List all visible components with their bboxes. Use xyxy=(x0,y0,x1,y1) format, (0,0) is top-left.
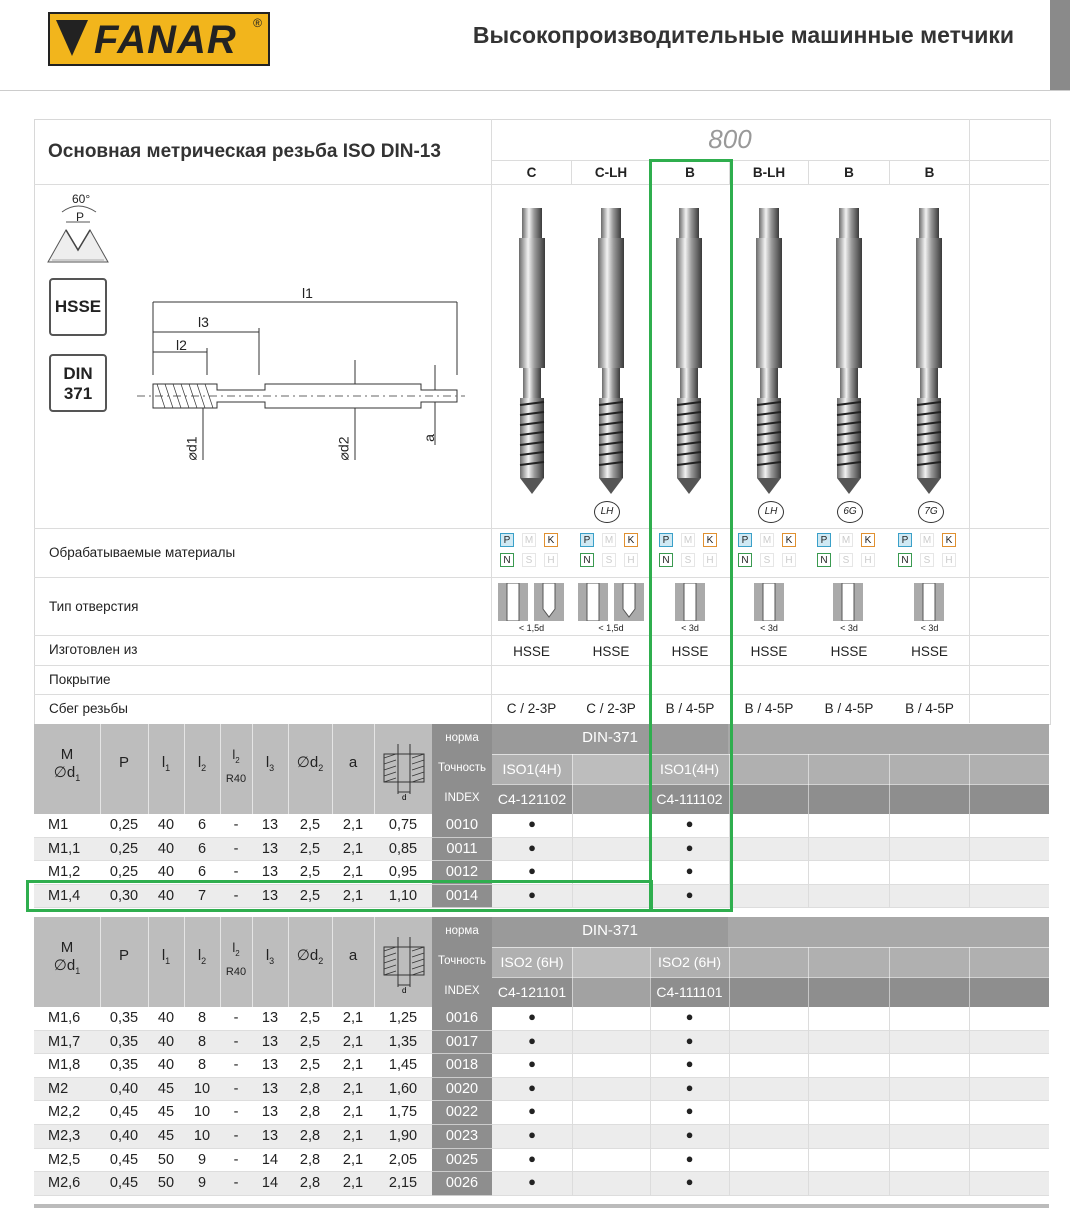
cell-p: 0,35 xyxy=(109,1057,139,1074)
cell-l1: 45 xyxy=(157,1104,175,1121)
col-type-3: B xyxy=(685,165,695,180)
table2-label-precision: Точность xyxy=(437,955,487,967)
material-p-icon: P xyxy=(817,533,831,547)
availability-dot: ● xyxy=(685,816,694,831)
cell-l2r: - xyxy=(233,864,239,881)
cell-l3: 13 xyxy=(261,1104,279,1121)
cell-m: M2 xyxy=(48,1080,69,1097)
table2-norm-value: DIN-371 xyxy=(582,922,638,939)
cell-a: 2,1 xyxy=(342,1104,364,1121)
table1-header-2: $l_1$ xyxy=(161,754,171,774)
table1-label-index: INDEX xyxy=(444,792,480,804)
cell-code: 0020 xyxy=(445,1080,479,1097)
cell-d2: 2,8 xyxy=(299,1151,321,1168)
table1-header-6: $\emptyset d_2$ xyxy=(296,754,324,774)
made-of-value: HSSE xyxy=(513,644,550,659)
cell-p: 0,35 xyxy=(109,1010,139,1026)
dim-d2: ⌀d2 xyxy=(335,436,352,461)
cell-a: 2,1 xyxy=(342,1151,364,1168)
cell-code: 0014 xyxy=(445,887,479,904)
material-s-icon: S xyxy=(602,553,616,567)
table1-header-0: M $\emptyset d_1$ xyxy=(53,746,81,784)
table1-thread-hole-icon xyxy=(380,734,428,804)
made-of-value: HSSE xyxy=(592,644,630,659)
cell-d: 1,75 xyxy=(388,1104,418,1121)
cell-l3: 13 xyxy=(261,1057,279,1074)
cell-l1: 40 xyxy=(157,840,175,857)
table1-precision-b: ISO1(4H) xyxy=(659,761,720,777)
availability-dot: ● xyxy=(685,1174,694,1190)
cell-l1: 40 xyxy=(157,887,175,904)
cell-d2: 2,8 xyxy=(299,1080,321,1097)
material-m-icon: M xyxy=(839,533,853,547)
cell-l2: 9 xyxy=(197,1175,207,1192)
cell-m: M1,4 xyxy=(48,887,81,904)
dim-l3: l3 xyxy=(198,314,209,330)
material-p-icon: P xyxy=(738,533,752,547)
cell-d2: 2,5 xyxy=(299,840,321,857)
table1-label-precision: Точность xyxy=(437,762,487,774)
cell-l2r: - xyxy=(233,1128,239,1144)
table2-index-c: C4-121101 xyxy=(497,984,567,1000)
pitch-label: P xyxy=(76,210,85,224)
cell-a: 2,1 xyxy=(342,1175,364,1192)
cell-l2r: - xyxy=(233,1057,239,1074)
material-n-icon: N xyxy=(500,553,514,567)
availability-dot: ● xyxy=(528,1127,536,1142)
rotation-left-icon-2: LH xyxy=(758,501,784,523)
availability-dot: ● xyxy=(685,863,694,879)
availability-dot: ● xyxy=(528,1103,536,1119)
cell-p: 0,25 xyxy=(109,840,139,857)
material-k-icon: K xyxy=(703,533,717,547)
col-type-6: B xyxy=(924,165,935,180)
availability-dot: ● xyxy=(528,1009,536,1024)
table1-header-3: $l_2$ xyxy=(197,754,207,774)
table1-index-c: C4-121102 xyxy=(497,791,567,807)
material-s-icon: S xyxy=(681,553,695,567)
made-of-value: HSSE xyxy=(830,644,868,659)
tolerance-6g-icon: 6G xyxy=(837,501,863,523)
cell-a: 2,1 xyxy=(342,1080,364,1097)
material-h-icon: H xyxy=(861,553,875,567)
row-label-made-of: Изготовлен из xyxy=(49,642,138,657)
material-m-icon: M xyxy=(522,533,536,547)
cell-l2: 10 xyxy=(193,1080,211,1097)
cell-l3: 13 xyxy=(261,840,279,857)
availability-dot: ● xyxy=(528,1174,536,1190)
row-label-materials: Обрабатываемые материалы xyxy=(49,545,236,560)
cell-m: M2,3 xyxy=(48,1128,81,1144)
cell-code: 0016 xyxy=(445,1010,479,1026)
table2-precision-b: ISO2 (6H) xyxy=(657,954,721,970)
cell-m: M1,6 xyxy=(48,1010,81,1026)
cell-code: 0025 xyxy=(445,1151,479,1168)
availability-dot: ● xyxy=(685,1032,694,1048)
availability-dot: ● xyxy=(528,1056,536,1072)
material-p-icon: P xyxy=(580,533,594,547)
availability-dot: ● xyxy=(685,839,694,855)
runout-value: B / 4-5P xyxy=(665,701,715,716)
cell-l2: 6 xyxy=(197,840,207,857)
material-h-icon: H xyxy=(624,553,638,567)
cell-l3: 14 xyxy=(261,1151,279,1168)
col-type-2: C-LH xyxy=(594,165,628,180)
series-number: 800 xyxy=(708,124,752,154)
cell-m: M1,2 xyxy=(48,864,81,881)
table1-header-7: a xyxy=(348,754,358,771)
row-label-runout: Сбег резьбы xyxy=(49,701,128,716)
dim-a: a xyxy=(420,434,437,442)
cell-d2: 2,8 xyxy=(299,1128,321,1144)
material-s-icon: S xyxy=(920,553,934,567)
through-hole-icon xyxy=(754,583,784,621)
material-m-icon: M xyxy=(681,533,695,547)
cell-d: 2,05 xyxy=(388,1151,418,1168)
cell-code: 0023 xyxy=(445,1128,479,1144)
cell-d2: 2,5 xyxy=(299,887,321,904)
cell-l3: 13 xyxy=(261,864,279,881)
col-type-5: B xyxy=(844,165,854,180)
material-m-icon: M xyxy=(602,533,616,547)
availability-dot: ● xyxy=(685,1127,694,1142)
table1-label-norma: норма xyxy=(445,732,479,744)
cell-l3: 13 xyxy=(261,1010,279,1026)
availability-dot: ● xyxy=(528,1032,536,1048)
cell-m: M2,2 xyxy=(48,1104,81,1121)
cell-p: 0,25 xyxy=(109,817,139,833)
logo-registered-mark: ® xyxy=(253,16,262,30)
highlight-column-b xyxy=(649,159,733,912)
cell-l3: 13 xyxy=(261,1128,279,1144)
cell-d2: 2,5 xyxy=(299,817,321,833)
material-k-icon: K xyxy=(782,533,796,547)
material-s-icon: S xyxy=(522,553,536,567)
availability-dot: ● xyxy=(528,816,536,831)
availability-dot: ● xyxy=(685,1150,694,1166)
cell-m: M1 xyxy=(48,817,69,833)
cell-p: 0,30 xyxy=(109,887,139,904)
cell-l1: 40 xyxy=(157,864,175,881)
tolerance-7g-icon: 7G xyxy=(918,501,944,523)
table1-header-4: $l_2$ R40 xyxy=(225,747,247,786)
cell-a: 2,1 xyxy=(342,1010,364,1026)
material-n-icon: N xyxy=(580,553,594,567)
cell-a: 2,1 xyxy=(342,840,364,857)
table2-index-b: C4-111101 xyxy=(656,984,723,1000)
cell-m: M1,8 xyxy=(48,1057,81,1074)
table2-header-3: $l_2$ xyxy=(197,947,207,967)
hsse-badge: HSSE xyxy=(49,278,107,336)
cell-code: 0022 xyxy=(445,1104,479,1121)
hole-depth-label: < 3d xyxy=(920,623,939,633)
cell-l2: 10 xyxy=(193,1104,211,1121)
logo-brand-text: FANAR xyxy=(94,18,237,62)
material-n-icon: N xyxy=(817,553,831,567)
cell-d2: 2,5 xyxy=(299,1033,321,1050)
runout-value: C / 2-3P xyxy=(586,701,636,716)
cell-p: 0,45 xyxy=(109,1151,139,1168)
material-k-icon: K xyxy=(544,533,558,547)
cell-l1: 40 xyxy=(157,1010,175,1026)
cell-l2: 6 xyxy=(197,817,207,833)
material-s-icon: S xyxy=(839,553,853,567)
cell-l3: 13 xyxy=(261,1080,279,1097)
material-p-icon: P xyxy=(898,533,912,547)
cell-l2: 7 xyxy=(197,887,207,904)
availability-dot: ● xyxy=(528,839,536,855)
cell-l2: 10 xyxy=(193,1128,211,1144)
cell-a: 2,1 xyxy=(342,1057,364,1074)
material-k-icon: K xyxy=(624,533,638,547)
cell-code: 0011 xyxy=(446,840,478,857)
material-k-icon: K xyxy=(942,533,956,547)
cell-d: 1,10 xyxy=(388,887,418,904)
runout-value: B / 4-5P xyxy=(744,701,794,716)
cell-code: 0018 xyxy=(445,1057,479,1074)
table2-header-1: P xyxy=(118,947,129,964)
table2-header-4: $l_2$ R40 xyxy=(225,940,247,979)
cell-a: 2,1 xyxy=(342,864,364,881)
cell-d: 0,75 xyxy=(388,817,418,833)
cell-d: 1,35 xyxy=(388,1033,418,1050)
cell-a: 2,1 xyxy=(342,1033,364,1050)
highlight-row-m1-4 xyxy=(26,880,653,912)
made-of-value: HSSE xyxy=(671,644,709,659)
made-of-value: HSSE xyxy=(750,644,788,659)
cell-p: 0,45 xyxy=(109,1175,139,1192)
cell-l2: 9 xyxy=(197,1151,207,1168)
cell-d2: 2,5 xyxy=(299,864,321,881)
cell-l1: 45 xyxy=(157,1080,175,1097)
cell-l2r: - xyxy=(233,1080,239,1097)
table1-header-1: P xyxy=(118,754,129,771)
table2-label-index: INDEX xyxy=(444,985,480,997)
logo-v-mark xyxy=(56,20,88,56)
cell-l2r: - xyxy=(233,1104,239,1121)
availability-dot: ● xyxy=(685,1009,694,1024)
page-edge-bar xyxy=(1050,0,1070,90)
runout-value: B / 4-5P xyxy=(905,701,954,716)
cell-l1: 50 xyxy=(157,1151,175,1168)
material-n-icon: N xyxy=(738,553,752,567)
cell-l2r: - xyxy=(233,887,239,904)
runout-value: B / 4-5P xyxy=(824,701,874,716)
cell-a: 2,1 xyxy=(342,887,364,904)
col-type-4: B-LH xyxy=(752,165,786,180)
cell-l2r: - xyxy=(233,1175,239,1192)
hole-depth-label: < 3d xyxy=(840,623,858,633)
cell-code: 0010 xyxy=(445,817,479,833)
availability-dot: ● xyxy=(685,1079,694,1095)
cell-m: M1,7 xyxy=(48,1033,81,1050)
table1-header-5: $l_3$ xyxy=(265,754,275,774)
cell-d2: 2,8 xyxy=(299,1104,321,1121)
material-h-icon: H xyxy=(544,553,558,567)
row-label-coating: Покрытие xyxy=(49,672,111,687)
table1-index-b: C4-111102 xyxy=(656,791,723,807)
table2-header-2: $l_1$ xyxy=(161,947,171,967)
material-h-icon: H xyxy=(942,553,956,567)
through-hole-icon xyxy=(578,583,608,621)
cell-d: 2,15 xyxy=(388,1175,418,1192)
material-m-icon: M xyxy=(920,533,934,547)
cell-d: 1,45 xyxy=(388,1057,418,1074)
made-of-value: HSSE xyxy=(911,644,948,659)
material-n-icon: N xyxy=(659,553,673,567)
table2-thread-hole-icon xyxy=(380,927,428,997)
hole-depth-label: < 3d xyxy=(760,623,778,633)
runout-value: C / 2-3P xyxy=(506,701,557,716)
cell-p: 0,45 xyxy=(109,1104,139,1121)
cell-d: 1,60 xyxy=(388,1080,418,1097)
table2-header-7: a xyxy=(348,947,358,964)
cell-l2: 6 xyxy=(197,864,207,881)
cell-l3: 14 xyxy=(261,1175,279,1192)
cell-l2: 8 xyxy=(197,1010,207,1026)
table2-header-5: $l_3$ xyxy=(265,947,275,967)
cell-code: 0012 xyxy=(445,864,479,881)
cell-l3: 13 xyxy=(261,817,279,833)
dim-d1: ⌀d1 xyxy=(183,436,200,461)
cell-d: 0,95 xyxy=(388,864,418,881)
page-title: Высокопроизводительные машинные метчики xyxy=(472,22,1014,48)
availability-dot: ● xyxy=(528,1079,536,1095)
hole-depth-label: < 1,5d xyxy=(518,623,545,633)
cell-l2r: - xyxy=(233,1010,239,1026)
dim-l1: l1 xyxy=(302,285,313,301)
material-m-icon: M xyxy=(760,533,774,547)
material-n-icon: N xyxy=(898,553,912,567)
cell-p: 0,25 xyxy=(109,864,139,881)
cell-m: M2,6 xyxy=(48,1175,81,1192)
row-label-hole-type: Тип отверстия xyxy=(49,599,139,614)
availability-dot: ● xyxy=(685,1056,694,1072)
cell-l2r: - xyxy=(233,817,239,833)
availability-dot: ● xyxy=(685,886,694,902)
dim-l2: l2 xyxy=(176,337,187,353)
cell-l1: 45 xyxy=(157,1128,175,1144)
cell-l1: 40 xyxy=(157,817,175,833)
cell-m: M1,1 xyxy=(48,840,81,857)
cell-l1: 40 xyxy=(157,1057,175,1074)
material-s-icon: S xyxy=(760,553,774,567)
cell-l2r: - xyxy=(233,840,239,857)
cell-l1: 50 xyxy=(157,1175,175,1192)
cell-l2r: - xyxy=(233,1151,239,1168)
cell-d2: 2,5 xyxy=(299,1010,321,1026)
material-p-icon: P xyxy=(659,533,673,547)
cell-p: 0,40 xyxy=(109,1128,139,1144)
availability-dot: ● xyxy=(528,863,536,879)
material-h-icon: H xyxy=(703,553,717,567)
table2-header-6: $\emptyset d_2$ xyxy=(296,947,324,967)
through-hole-icon xyxy=(914,583,944,621)
table2-header-0: M $\emptyset d_1$ xyxy=(53,939,81,977)
cell-d: 1,90 xyxy=(388,1128,418,1144)
svg-text:d: d xyxy=(402,793,407,802)
cell-a: 2,1 xyxy=(342,817,364,833)
hole-depth-label: < 1,5d xyxy=(598,623,624,633)
availability-dot: ● xyxy=(528,886,536,902)
cell-code: 0017 xyxy=(445,1033,479,1050)
table1-norm-value: DIN-371 xyxy=(582,729,638,746)
availability-dot: ● xyxy=(528,1150,536,1166)
svg-text:d: d xyxy=(402,986,407,995)
availability-dot: ● xyxy=(685,1103,694,1119)
material-k-icon: K xyxy=(861,533,875,547)
din-badge: DIN 371 xyxy=(49,354,107,412)
cell-code: 0026 xyxy=(445,1175,479,1192)
table2-label-norma: норма xyxy=(445,925,479,937)
section-title: Основная метрическая резьба ISO DIN-13 xyxy=(48,141,441,162)
cell-d: 1,25 xyxy=(388,1010,418,1026)
table1-precision-c: ISO1(4H) xyxy=(502,761,562,777)
cell-l2: 8 xyxy=(197,1033,207,1050)
material-p-icon: P xyxy=(500,533,514,547)
blind-hole-icon xyxy=(534,583,564,621)
rotation-left-icon: LH xyxy=(594,501,620,523)
cell-l1: 40 xyxy=(157,1033,175,1050)
cell-d2: 2,5 xyxy=(299,1057,321,1074)
cell-d: 0,85 xyxy=(388,840,418,857)
cell-l3: 13 xyxy=(261,1033,279,1050)
angle-label: 60° xyxy=(72,192,91,206)
cell-a: 2,1 xyxy=(342,1128,364,1144)
hole-depth-label: < 3d xyxy=(681,623,699,633)
fanar-logo xyxy=(48,12,270,66)
blind-hole-icon xyxy=(614,583,644,621)
through-hole-icon xyxy=(833,583,863,621)
through-hole-icon xyxy=(498,583,528,621)
material-h-icon: H xyxy=(782,553,796,567)
cell-p: 0,35 xyxy=(109,1033,139,1050)
cell-l2: 8 xyxy=(197,1057,207,1074)
cell-p: 0,40 xyxy=(109,1080,139,1097)
table2-precision-c: ISO2 (6H) xyxy=(500,954,564,970)
col-type-1: C xyxy=(526,165,537,180)
header-divider xyxy=(0,90,1070,91)
cell-d2: 2,8 xyxy=(299,1175,321,1192)
cell-l3: 13 xyxy=(261,887,279,904)
cell-l2r: - xyxy=(233,1033,239,1050)
cell-m: M2,5 xyxy=(48,1151,81,1168)
